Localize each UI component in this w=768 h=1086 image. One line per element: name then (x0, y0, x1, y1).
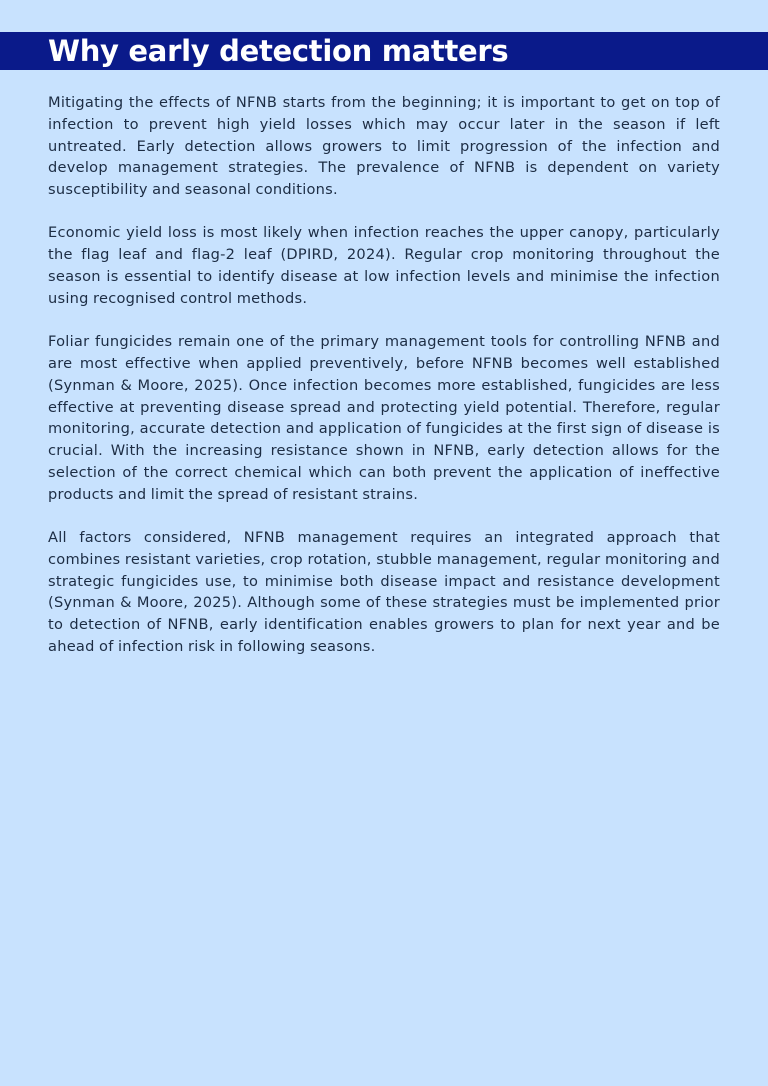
article-body (48, 92, 720, 679)
section-title-bar (0, 32, 768, 70)
paragraph-integrated-management: All factors considered, NFNB management requires an integrated approach that combines resistant varieties, crop rotation, stubble management, regular monitoring and strategic fungicides use, to minimise both disease impact and resistance development (Synman & Moore, 2025). Although some of these strategies must be implemented prior to detection of NFNB, early identification enables growers to plan for next year and be ahead of infection risk in following seasons. (48, 529, 720, 656)
paragraph-yield-loss: Economic yield loss is most likely when infection reaches the upper canopy, particularly the flag leaf and flag-2 leaf (DPIRD, 2024). Regular crop monitoring throughout the season is essential to identify disease at low infection levels and minimise the infection using recognised control methods. (48, 224, 720, 307)
section-title: Why early detection matters (48, 34, 509, 68)
paragraph-fungicides: Foliar fungicides remain one of the primary management tools for controlling NFNB and are most effective when applied preventively, before NFNB becomes well established (Synman & Moore, 2025). Once infection becomes more established, fungicides are less effective at preventing disease spread and protecting yield potential. Therefore, regular monitoring, accurate detection and application of fungicides at the first sign of disease is crucial. With the increasing resistance shown in NFNB, early detection allows for the selection of the correct chemical which can both prevent the application of ineffective products and limit the spread of resistant strains. (48, 333, 720, 503)
paragraph-early-detection: Mitigating the effects of NFNB starts from the beginning; it is important to get on top of infection to prevent high yield losses which may occur later in the season if left untreated. Early detection allows growers to limit progression of the infection and develop management strategies. The prevalence of NFNB is dependent on variety susceptibility and seasonal conditions. (48, 94, 720, 199)
